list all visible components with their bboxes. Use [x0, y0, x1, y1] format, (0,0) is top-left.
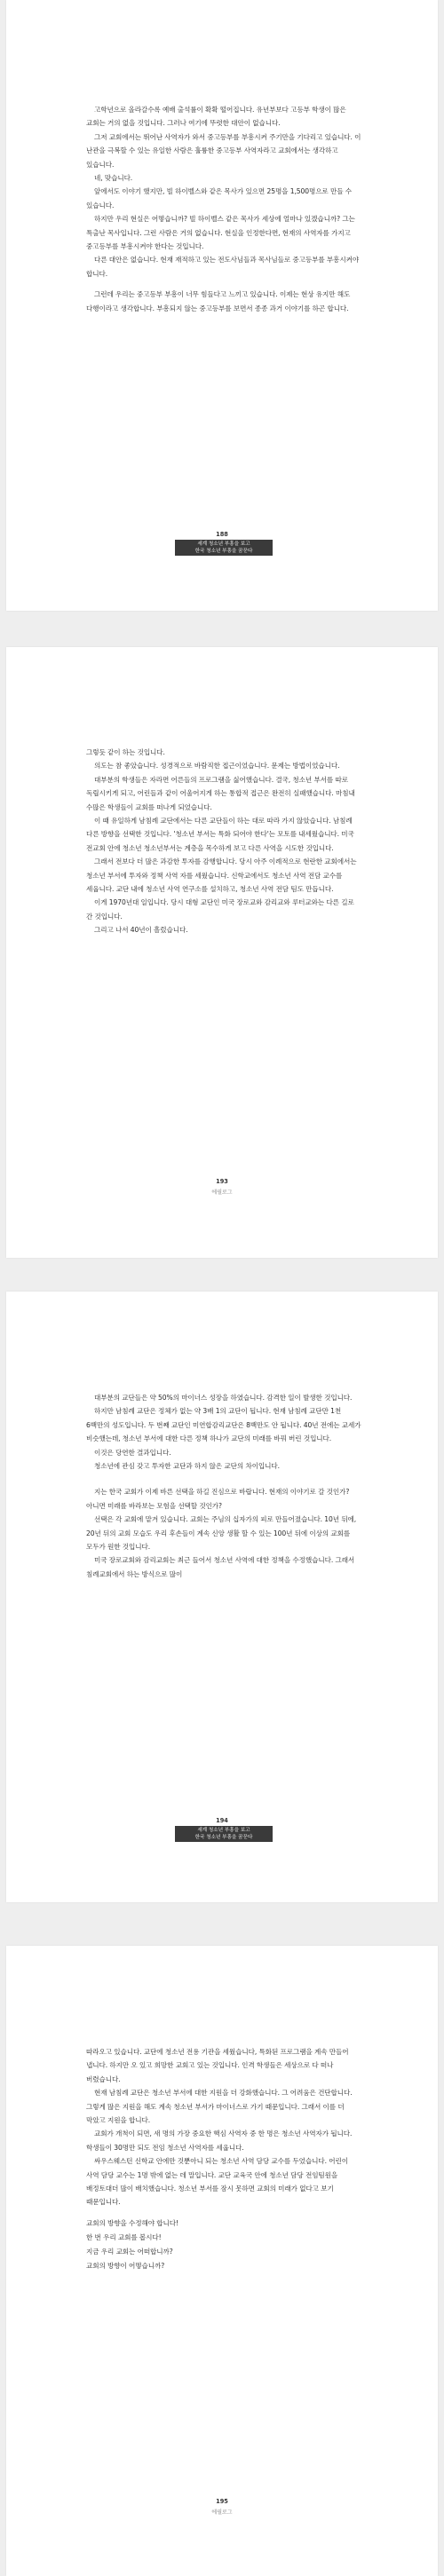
- book-page-194: [6, 1292, 438, 1902]
- paragraph: 그리고 나서 40년이 흘렀습니다.: [94, 926, 188, 935]
- page-number: 195: [216, 2498, 228, 2505]
- book-page-188: [6, 0, 438, 611]
- paragraph: 고학년으로 올라갈수록 예배 출석률이 확확 떨어집니다. 유년부보다 고등부 학생이 많은 교회는 거의 없을 것입니다. 그러나 여기에 뚜렷한 대안이 없습니다.: [86, 106, 346, 128]
- page-body: [86, 103, 361, 322]
- closing-lines: [86, 2216, 361, 2273]
- paragraph: 의도는 참 좋았습니다. 성경적으로 바람직한 접근이었습니다. 문제는 방법이었습니다.: [94, 762, 340, 770]
- page-body: [86, 1391, 361, 1581]
- caption-line: 세계 청소년 부흥을 보고: [197, 541, 250, 547]
- paragraph: 앞에서도 이야기 했지만, 빌 하이벨스와 같은 목사가 있으면 25명을 1,500명으로 만들 수 있습니다.: [86, 187, 353, 209]
- paragraph: 교회가 개척이 되면, 새 명의 가장 중요한 핵심 사역자 중 한 명은 청소년 사역자가 됩니다. 학생들이 30명만 되도 전임 청소년 사역자를 세웁니다.: [86, 2130, 353, 2152]
- caption-line: 한국 청소년 부흥을 꿈꾼다: [194, 1835, 253, 1840]
- paragraph: 지는 한국 교회가 이제 바른 선택을 하길 진심으로 바랍니다. 현재의 이야기로 갈 것인가? 아니면 미래를 바라보는 모험을 선택할 것인가?: [86, 1488, 350, 1510]
- paragraph: 대부분의 교단들은 약 50%의 마이너스 성장을 하였습니다. 감격한 일이 발생한 것입니다.: [94, 1394, 353, 1402]
- paragraph: 미국 장로교회와 감리교회는 최근 들어서 청소년 사역에 대한 정책을 수정했습니다. 그래서 침례교회에서 하는 방식으로 많이: [86, 1556, 355, 1578]
- running-title: 에필로그: [211, 2509, 233, 2516]
- page-number: 193: [216, 1178, 228, 1185]
- paragraph: 하지만 남침례 교단은 정체가 없는 약 3배 1의 교단이 됩니다. 현재 남침례 교단만 1천 6백만의 성도입니다. 두 번째 교단인 미연합감리교단은 8백만도 안 됩니다. 40년 전에는 교세가 비슷했는데, 청소년 부서에 대한 다른 정책 하나가 교단의 미래를 바꿔 버린 것입니다.: [86, 1407, 361, 1443]
- paragraph: 다른 대안은 없습니다. 현재 재적하고 있는 전도사님들과 목사님들로 중고등부를 부흥시켜야 합니다.: [86, 256, 360, 278]
- paragraph: 이게 1970년대 일입니다. 당시 대형 교단인 미국 장로교와 감리교와 루터교와는 다른 길로 간 것입니다.: [86, 898, 354, 921]
- paragraph: 하지만 우리 현실은 어떻습니까? 빌 하이벨스 같은 목사가 세상에 얼마나 있겠습니까? 그는 특출난 목사입니다. 그런 사람은 거의 없습니다. 현실을 인정한다면, 현재의 사역자를 가지고 중고등부를 부흥시켜야 한다는 것입니다.: [86, 215, 355, 251]
- chapter-caption: [175, 540, 273, 556]
- closing-line: 교회의 방향이 어떻습니까?: [86, 2261, 165, 2270]
- page-number: 194: [216, 1817, 228, 1824]
- paragraph: 선택은 각 교회에 맡겨 있습니다. 교회는 주님의 십자가의 피로 만들어졌습니다. 10년 뒤에, 20년 뒤의 교회 모습도 우리 후손들이 계속 신앙 생활 할 수 있는 100년 뒤에 이상의 교회를 모두가 원한 것입니다.: [86, 1515, 357, 1552]
- paragraph: 싸우스웨스턴 신학교 안에만 것뿐아니 되는 청소년 사역 담당 교수를 두었습니다. 어린이 사역 담당 교수는 1명 밖에 없는 데 말입니다. 교단 교육국 안에 청소년 담당 전임팀원을 배정토대더 많이 배치했습니다. 청소년 부서를 잠시 못하면 교회의 미래가 없다고 보기 때문입니다.: [86, 2157, 348, 2207]
- chapter-caption: [175, 1826, 273, 1842]
- page-body: [86, 746, 361, 937]
- caption-line: 한국 청소년 부흥을 꿈꾼다: [194, 549, 253, 554]
- book-page-195: [6, 1946, 438, 2576]
- paragraph: 대부분의 학생들은 자라면 어른들의 프로그램을 싫어했습니다. 결국, 청소년 부서를 따로 독립시키게 되고, 어린들과 같이 어울어지게 하는 통합적 접근은 완전히 실패했습니다. 마침내 수많은 학생들이 교회를 떠나게 되었습니다.: [86, 775, 355, 811]
- paragraph: 그저 교회에서는 뛰어난 사역자가 와서 중고등부를 부흥시켜 주기만을 기다리고 있습니다. 이 난관을 극복할 수 있는 유일한 사람은 훌륭한 중고등부 사역자라고 교회에서는 생각하고 있습니다.: [86, 132, 361, 169]
- closing-line: 교회의 방향을 수정해야 합니다!: [86, 2218, 178, 2227]
- paragraph: 그런데 우리는 중고등부 부흥이 너무 힘들다고 느끼고 있습니다. 이제는 현상 유지만 해도 다행이라고 생각합니다. 부흥되지 않는 중고등부를 보면서 종종 과거 이야기를 하곤 합니다.: [86, 290, 351, 312]
- closing-line: 지금 우리 교회는 어떠합니까?: [86, 2247, 173, 2256]
- page-body: [86, 2045, 361, 2273]
- paragraph: 따라오고 있습니다. 교단에 청소년 전용 기관을 세웠습니다, 특화된 프로그램을 계속 만들어 냅니다. 하지만 오 있고 희망한 교회고 있는 것입니다. 인격 학생들은 세상으로 다 떠나 버렸습니다.: [86, 2048, 349, 2083]
- closing-line: 한 번 우리 교회를 봅시다!: [86, 2232, 162, 2241]
- paragraph: 이것은 당연한 결과입니다.: [94, 1448, 171, 1457]
- book-page-193: [6, 647, 438, 1258]
- caption-line: 세계 청소년 부흥을 보고: [197, 1828, 250, 1833]
- paragraph: 이 때 유일하게 남침례 교단에서는 다른 교단들이 하는 대로 따라 가지 않았습니다. 남침례 다른 방향을 선택한 것입니다. '청소년 부서는 특화 되어야 한다'는 모토를 내세웠습니다. 미국 전교회 안에 청소년 청소년부서는 계층을 목수하게 보고 다른 사역을 시도한 것입니다.: [86, 817, 354, 852]
- paragraph: 그래서 전보다 더 많은 과감한 투자를 감행합니다. 당시 아주 이례적으로 현란한 교회에서는 청소년 부서에 투자와 정책 사역 자를 세웠습니다. 신학교에서도 청소년 사역 전담 교수를 세웁니다. 교단 내에 청소년 사역 연구소를 설치하고, 청소년 사역 전담 팀도 만듭니다.: [86, 857, 357, 894]
- paragraph: 네, 맞습니다.: [94, 174, 133, 183]
- running-title: 에필로그: [211, 1189, 233, 1196]
- paragraph: 청소년에 관심 갖고 투자한 교단과 하지 않은 교단의 차이입니다.: [94, 1462, 280, 1471]
- paragraph: 그렇듯 같이 하는 것입니다.: [86, 748, 165, 756]
- page-number: 188: [216, 531, 228, 538]
- paragraph: 현재 남침례 교단은 청소년 부서에 대한 지원을 더 강화했습니다. 그 어려움은 건단합니다. 그렇게 많은 지원을 해도 계속 청소년 부서가 마이너스로 가기 때문입니다. 그래서 이를 더 막았고 지원을 합니다.: [86, 2089, 353, 2125]
